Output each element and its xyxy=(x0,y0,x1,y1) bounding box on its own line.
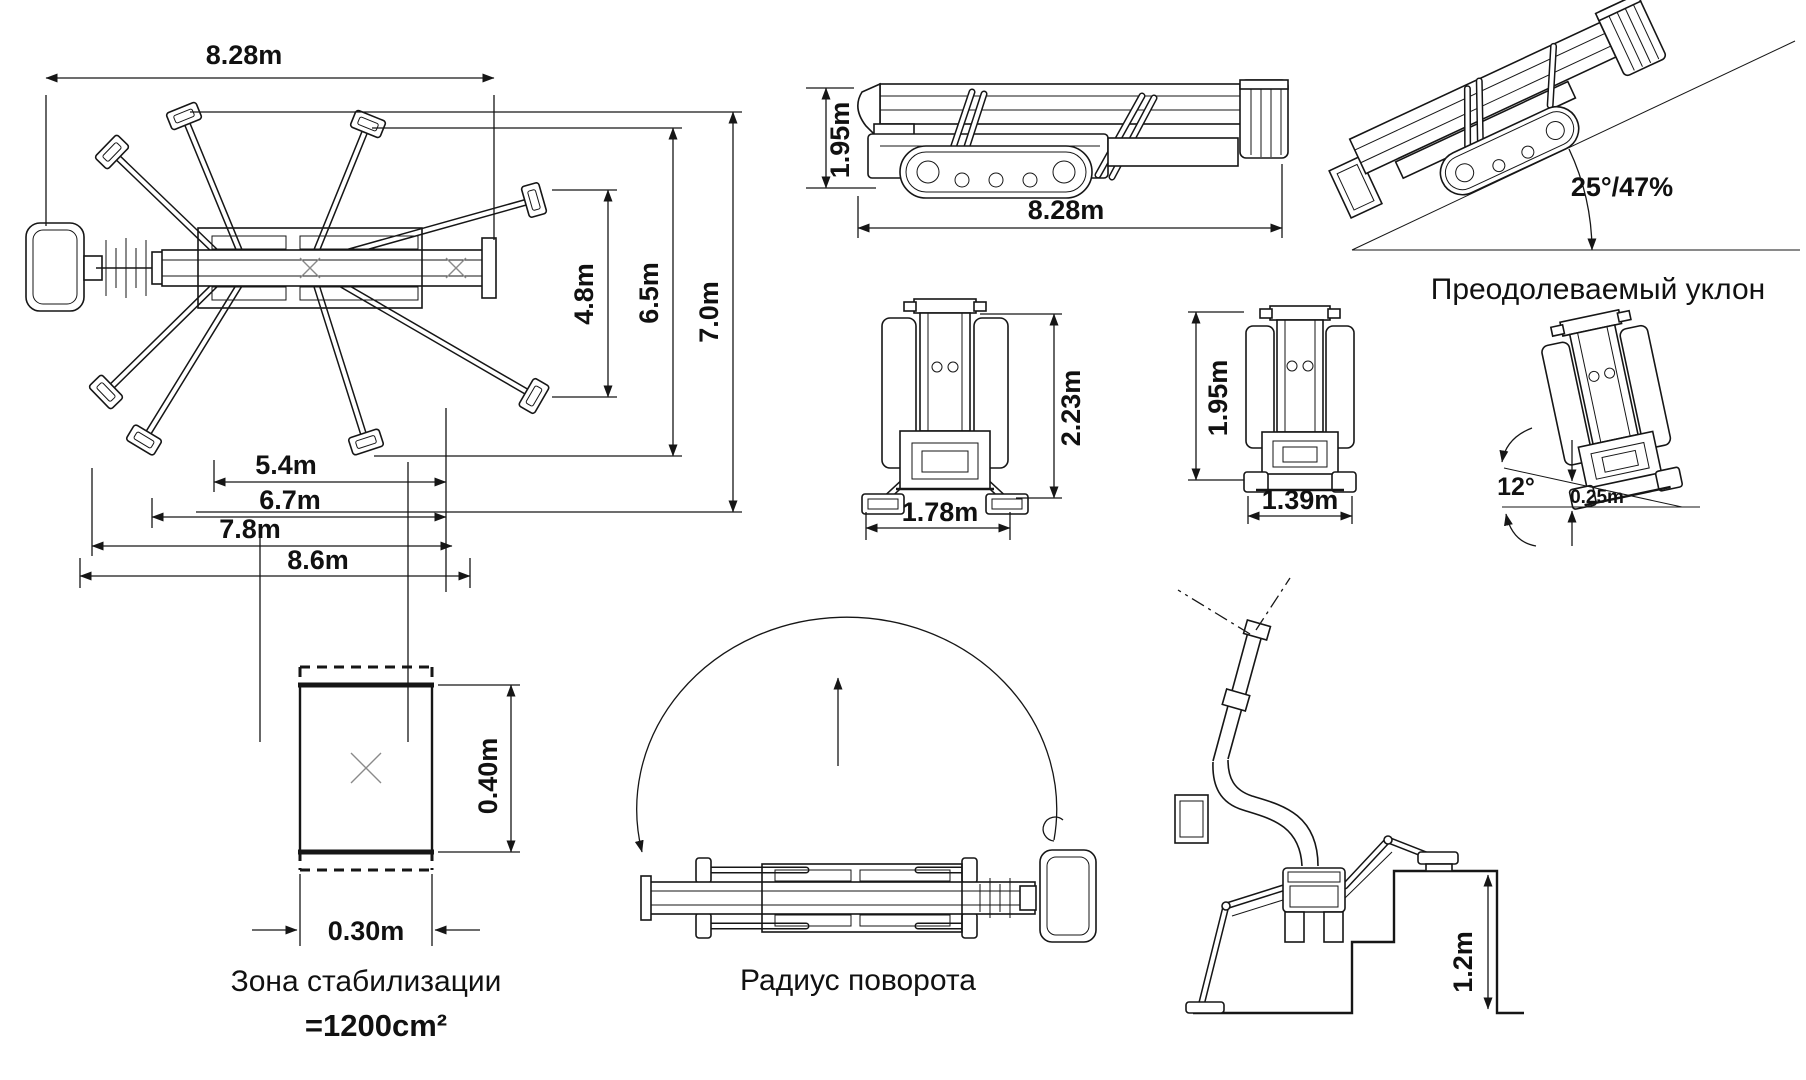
dim-label-side-height: 1.95m xyxy=(825,101,855,179)
top-view xyxy=(26,40,742,742)
jib-articulation xyxy=(96,238,168,298)
gradeability-machine xyxy=(1316,0,1683,243)
boom-travel-dashline-right xyxy=(1256,578,1290,630)
dim-label-top-48: 4.8m xyxy=(569,263,599,325)
front-view-stowed xyxy=(1188,306,1356,524)
tilt-angle-arrow-top xyxy=(1502,428,1532,462)
dim-label-top-70: 7.0m xyxy=(694,281,724,343)
dim-label-top-86: 8.6m xyxy=(287,545,349,575)
stab-rectangle xyxy=(298,685,434,852)
gradeability-view xyxy=(1316,0,1800,306)
boom-chassis-top xyxy=(162,228,496,308)
dim-stowed-width xyxy=(1248,485,1352,524)
dim-label-top-54: 5.4m xyxy=(255,450,317,480)
tilt-machine xyxy=(1535,304,1683,509)
lateral-tilt-view xyxy=(1497,304,1700,546)
side-view xyxy=(806,80,1288,238)
caption-gradeability: Преодолеваемый уклон xyxy=(1430,273,1766,306)
dim-label-stab-width: 0.30m xyxy=(327,916,405,946)
dim-label-stab-height: 0.40m xyxy=(473,737,503,815)
step-machine xyxy=(1175,578,1458,1013)
stabilization-zone-view xyxy=(231,667,520,1043)
caption-turning-radius: Радиус поворота xyxy=(740,964,976,997)
dim-label-top-length: 8.28m xyxy=(205,40,283,70)
dim-top-footprints xyxy=(80,408,470,742)
top-view-machine xyxy=(26,102,550,456)
platform-basket-top xyxy=(26,223,102,311)
side-view-machine xyxy=(858,80,1288,198)
front-stowed-machine xyxy=(1244,306,1356,492)
dim-stowed-height xyxy=(1188,312,1244,480)
caption-stabilization-zone: Зона стабилизации xyxy=(230,965,502,998)
tilt-angle-arrow-bottom xyxy=(1506,514,1536,546)
platform-basket-side xyxy=(1240,80,1288,158)
dim-label-step-height: 1.2m xyxy=(1448,931,1478,993)
dim-label-top-65: 6.5m xyxy=(634,262,664,324)
dim-top-stance-narrow xyxy=(552,190,617,397)
dim-label-stowed-width: 1.39m xyxy=(1261,485,1339,515)
dim-stab-height xyxy=(438,685,520,852)
dim-label-tilt-angle: 12° xyxy=(1497,473,1535,501)
dim-label-front-height: 2.23m xyxy=(1056,369,1086,447)
dim-label-top-78: 7.8m xyxy=(219,514,281,544)
front-view-outriggers xyxy=(862,299,1086,540)
dim-stab-width xyxy=(252,874,480,946)
dim-label-side-length: 8.28m xyxy=(1027,195,1105,225)
turning-arc xyxy=(637,617,1057,852)
boom-travel-dashline-left xyxy=(1178,590,1250,634)
center-cross-mark xyxy=(351,753,381,783)
turning-radius-view xyxy=(637,617,1096,997)
label-stabilization-area: =1200cm² xyxy=(304,1008,448,1043)
dim-label-tilt-clearance: 0.25m xyxy=(1570,487,1624,508)
dim-label-top-67: 6.7m xyxy=(259,485,321,515)
dim-step-height xyxy=(1448,875,1488,1009)
dim-label-gradeability-angle: 25°/47% xyxy=(1570,172,1674,202)
turning-arc-hook xyxy=(1043,817,1063,841)
turning-machine xyxy=(641,850,1096,942)
dim-label-stowed-height: 1.95m xyxy=(1203,359,1233,437)
dim-label-front-width: 1.78m xyxy=(901,497,979,527)
front-outriggers-machine xyxy=(862,299,1028,514)
step-climbing-view xyxy=(1175,578,1524,1013)
